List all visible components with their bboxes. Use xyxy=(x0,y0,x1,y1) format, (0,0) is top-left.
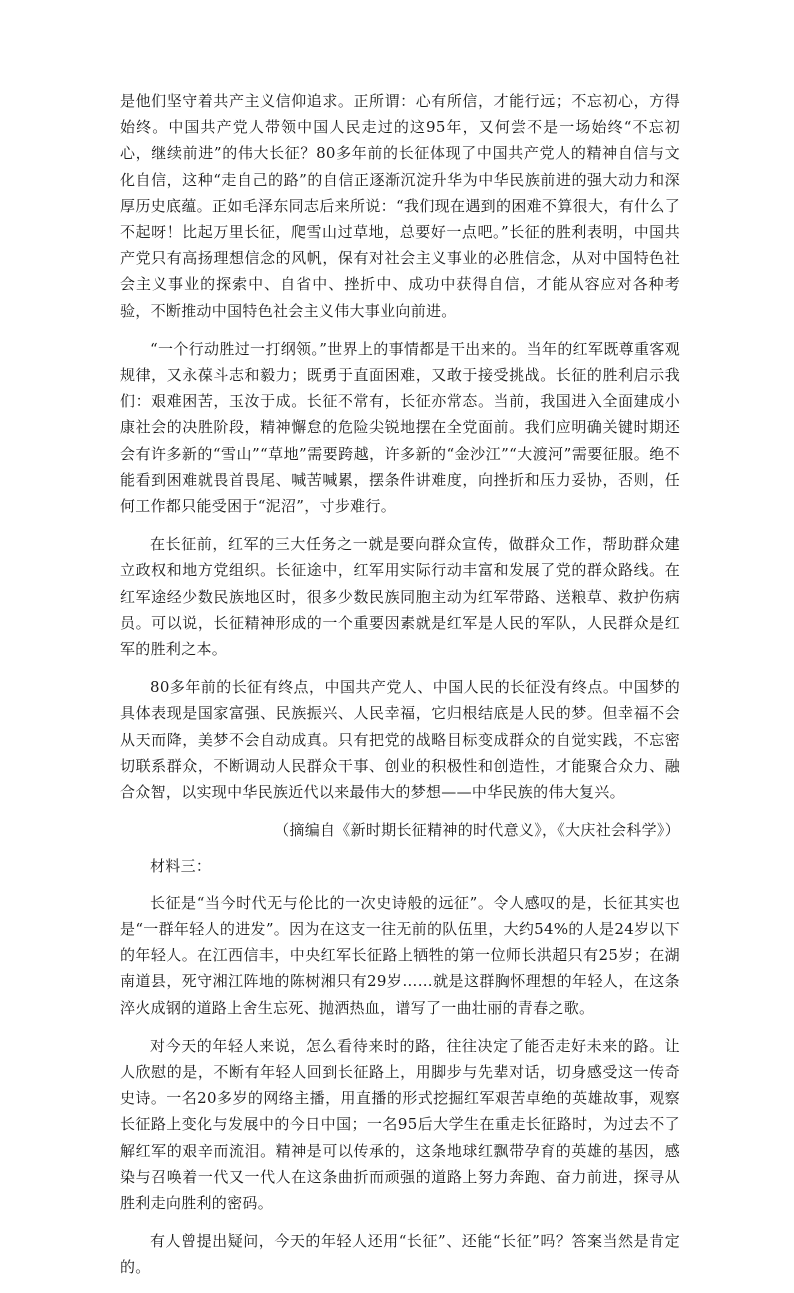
paragraph-7: 有人曾提出疑问，今天的年轻人还用“长征”、还能“长征”吗？答案当然是肯定的。 xyxy=(120,1232,680,1277)
paragraph-4: 80多年前的长征有终点，中国共产党人、中国人民的长征没有终点。中国梦的具体表现是国家富强、民族振兴、人民幸福，它归根结底是人民的梦。但幸福不会从天而降，美梦不会自动成真。只有把党的战略目标变成群众的自觉实践，不忘密切联系群众，不断调动人民群众干事、创业的积极性和创造性，才能聚合众力、融合众智，以实现中华民族近代以来最伟大的梦想——中华民族的伟大复兴。 xyxy=(120,678,680,802)
paragraph-3: 在长征前，红军的三大任务之一就是要向群众宣传，做群众工作，帮助群众建立政权和地方党组织。长征途中，红军用实际行动丰富和发展了党的群众路线。在红军途经少数民族地区时，很多少数民族同胞主动为红军带路、送粮草、救护伤病员。可以说，长征精神形成的一个重要因素就是红军是人民的军队，人民群众是红军的胜利之本。 xyxy=(120,535,680,659)
paragraph-6: 对今天的年轻人来说，怎么看待来时的路，往往决定了能否走好未来的路。让人欣慰的是，不断有年轻人回到长征路上，用脚步与先辈对话，切身感受这一传奇史诗。一名20多岁的网络主播，用直播的形式挖掘红军艰苦卓绝的英雄故事，观察长征路上变化与发展中的今日中国；一名95后大学生在重走长征路时，为过去不了解红军的艰辛而流泪。精神是可以传承的，这条地球红飘带孕育的英雄的基因，感染与召唤着一代又一代人在这条曲折而顽强的道路上努力奔跑、奋力前进，探寻从胜利走向胜利的密码。 xyxy=(120,1036,680,1212)
document-body xyxy=(120,88,680,1293)
paragraph-5: 长征是“当今时代无与伦比的一次史诗般的远征”。令人感叹的是，长征其实也是“一群年轻人的进发”。因为在这支一往无前的队伍里，大约54%的人是24岁以下的年轻人。在江西信丰，中央红军长征路上牺牲的第一位师长洪超只有25岁；在湖南道县，死守湘江阵地的陈树湘只有29岁……就是这群胸怀理想的年轻人，在这条淬火成钢的道路上舍生忘死、抛洒热血，谱写了一曲壮丽的青春之歌。 xyxy=(120,893,680,1017)
paragraph-1: 是他们坚守着共产主义信仰追求。正所谓：心有所信，才能行远；不忘初心，方得始终。中国共产党人带领中国人民走过的这95年，又何尝不是一场始终“不忘初心，继续前进”的伟大长征？80多年前的长征体现了中国共产党人的精神自信与文化自信，这种“走自己的路”的自信正逐渐沉淀升华为中华民族前进的强大动力和深厚历史底蕴。正如毛泽东同志后来所说：“我们现在遇到的困难不算很大，有什么了不起呀！比起万里长征，爬雪山过草地，总要好一点吧。”长征的胜利表明，中国共产党只有高扬理想信念的风帆，保有对社会主义事业的必胜信念，从对中国特色社会主义事业的探索中、自省中、挫折中、成功中获得自信，才能从容应对各种考验，不断推动中国特色社会主义伟大事业向前进。 xyxy=(120,92,680,320)
source-citation: （摘编自《新时期长征精神的时代意义》，《大庆社会科学》） xyxy=(274,821,680,840)
material-three-heading: 材料三： xyxy=(150,857,212,876)
paragraph-2: “一个行动胜过一打纲领。”世界上的事情都是干出来的。当年的红军既尊重客观规律，又永葆斗志和毅力；既勇于直面困难，又敢于接受挑战。长征的胜利启示我们：艰难困苦，玉汝于成。长征不常有，长征亦常态。当前，我国进入全面建成小康社会的决胜阶段，精神懈怠的危险尖锐地摆在全党面前。我们应明确关键时期还会有许多新的“雪山”“草地”需要跨越，许多新的“金沙江”“大渡河”需要征服。绝不能看到困难就畏首畏尾、喊苦喊累，摆条件讲难度，向挫折和压力妥协，否则，任何工作都只能受困于“泥沼”，寸步难行。 xyxy=(120,339,680,516)
